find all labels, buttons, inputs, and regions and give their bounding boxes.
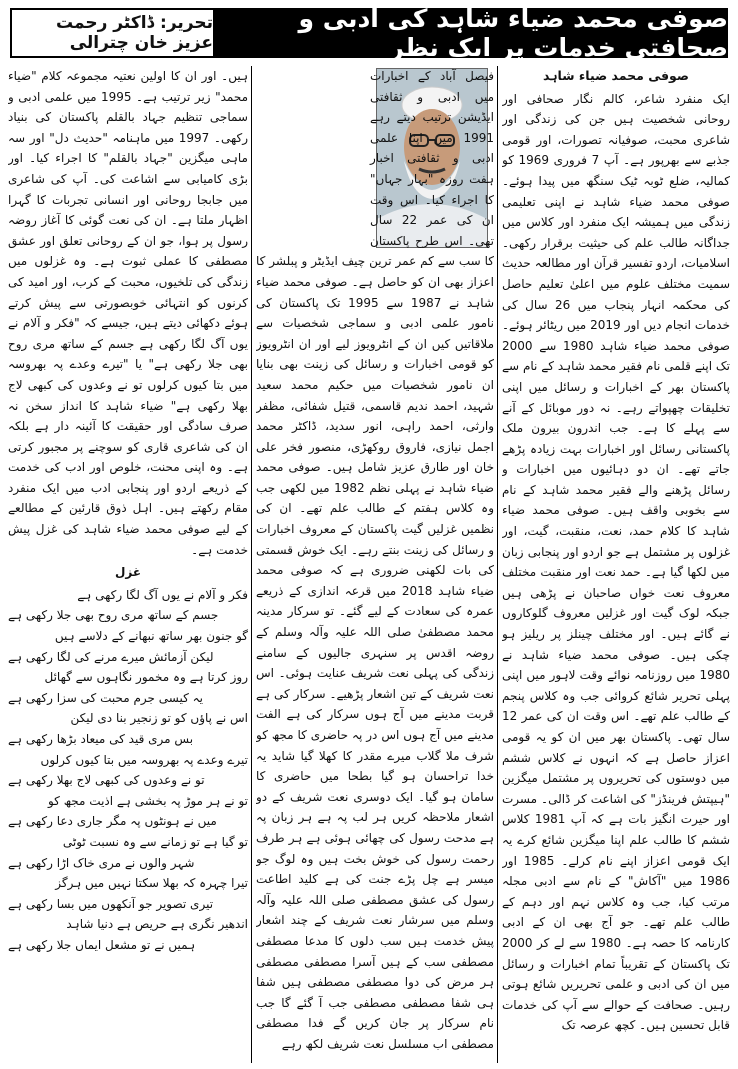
header <box>10 4 728 62</box>
paragraph: ہیں۔ اور ان کا اولین نعتیہ مجموعہ کلام "ضیاء محمد" زیر ترتیب ہے۔ 1995 میں علمی ادبی و سماجی تنظیم جہاد بالقلم پاکستان کی بنیاد رکھی۔ 1997 میں ماہنامہ "حدیث دل" اور سہ ماہی میگزین "جہاد بالقلم" کا اجراء کیا۔ اور بڑی کامیابی سے اشاعت کی۔ آپ کی شاعری میں جابجا روحانی اور انسانی تجربات کا گہرا اظہار ملتا ہے۔ ان کی نعت گوئی کا آغاز روضہ رسول پر ہوا، جو ان کے روحانی تعلق اور عشق مصطفی کا عملی ثبوت ہے۔ وہ غزلوں میں زندگی کی تلخیوں، محبت کے کرب، اور امید کی کرنوں کو انتہائی خوبصورتی سے پیش کرتے ہوئے دکھائی دیتے ہیں، جیسے کہ "فکر و آلام نے یوں آگ لگا رکھی ہے جسم کے ساتھ مری روح بھی جلا رکھی ہے" یا "تیرے وعدے پہ بھروسہ میں بتا کیوں کرلوں تو نے وعدوں کی کبھی لاج بھلا رکھی ہے" ضیاء شاہد کا انداز سخن نہ صرف سادگی اور حقیقت کا آئینہ دار ہے بلکہ ان کی شاعری قاری کو سوچنے پر مجبور کرتی ہے۔ وہ اپنی محنت، خلوص اور ادب کی خدمت کے ذریعے اردو اور پنجابی ادب میں ایک منفرد مقام رکھتے ہیں۔ اہل ذوق قارئین کے مطالعے کے لیے صوفی محمد ضیاء شاہد کی غزل پیش خدمت ہے۔ <box>8 69 248 557</box>
ghazal-verse: بس مری قید کی میعاد بڑھا رکھی ہے <box>8 732 194 746</box>
ghazal-heading: غزل <box>114 565 142 580</box>
ghazal-verse: تو گیا ہے تو زمانے سے وہ نسبت ٹوٹی <box>62 834 248 849</box>
column-divider <box>251 66 252 1063</box>
photo-spacer <box>256 66 370 250</box>
ghazal-verses <box>8 585 248 956</box>
ghazal-verse: میں نے ہونٹوں پہ مگر جاری دعا رکھی ہے <box>8 814 217 829</box>
ghazal-verse: اس نے پاؤں کو تو زنجیر بنا دی لیکن <box>70 711 248 726</box>
ghazal-verse: لیکن آزمائش میرے مرنے کی لگا رکھی ہے <box>8 649 214 664</box>
paragraph: ایک منفرد شاعر، کالم نگار صحافی اور روحانی شخصیت ہیں جن کی زندگی اور شاعری محبت، صوفیانہ تصورات، اور قومی جذبے سے بھرپور ہے۔ آپ 7 فروری 1969 کو کمالیہ، ضلع ٹوبہ ٹیک سنگھ میں پیدا ہوئے۔ صوفی محمد ضیاء شاہد نے اپنی تعلیمی زندگی میں ہمیشہ ایک منفرد اور کلاس میں جداگانہ طالب علم کی حیثیت برقرار رکھی۔ اسلامیات، اردو تفسیر قرآن اور مطالعہ حدیث سمیت مختلف علوم میں اعلیٰ تعلیم حاصل کی محکمہ انہار پنجاب میں 26 سال کی خدمات انجام دیں اور 2019 میں ریٹائر ہوئے۔ صوفی محمد ضیاء شاہد 1980 سے 2000 تک اپنے قلمی نام فقیر محمد شاہد کے نام سے پاکستان بھر کے اخبارات و رسائل میں اپنی تخلیقات چھپواتے رہے۔ نہ دور موبائل کے آنے سے پہلے کا ہے۔ جب اندرون بیرون ملک پاکستانی رسائل اور اخبارات بہت زیادہ پڑھے جاتے تھے۔ ان دو دہائیوں میں اخبارات و رسائل پڑھنے والے فقیر محمد شاہد کے نام سے بخوبی واقف ہیں۔ صوفی محمد ضیاء شاہد کا کلام حمد، نعت، منقبت، گیت، اور غزلوں پر مشتمل ہے جو اردو اور پنجابی زبان میں لکھا گیا ہے۔ حمد نعت اور منقبت مختلف معروف نعت خواں صاحبان نے پڑھی ہیں جبکہ لوک گیت اور غزلیں معروف گلوکاروں نے گائے ہیں۔ اور مختلف چینلز پر ریلیز ہو چکی ہیں۔ صوفی محمد ضیاء شاہد نے 1980 میں روزنامہ نوائے وقت لاہور میں اپنی پہلی تحریر شائع کروائی جب وہ کلاس پنجم کے طالب علم تھے۔ اس وقت ان کی عمر 12 سال تھی۔ پاکستان بھر میں ان کو یہ قومی اعزاز حاصل ہے کہ انہوں نے کلاس ششم میں دوستوں کی تحریروں پر مشتمل میگزین "ہیپتش فرینڈز" کی اشاعت کر ڈالی۔ مسرت اور حیرت انگیز بات ہے کہ آپ 1981 کلاس ششم کا طالب علم اپنا میگزین شائع کرے یہ ایک قومی اعزاز اپنے نام کرلے۔ 1985 اور 1986 میں "آکاش" کے نام سے ادبی مجلہ مرتب کیا، جب وہ کلاس نہم اور دہم کے طالب علم تھے۔ جو آج بھی ان کے ادبی کارنامہ کا حصہ ہے۔ 1980 سے لے کر 2000 تک پاکستان کے تقریباً تمام اخبارات و رسائل میں ان کی ادبی و علمی تحریریں شائع ہوتی رہیں۔ صحافت کے حوالے سے آپ کی خدمات قابل تحسین ہیں۔ کچھ عرصہ تک <box>502 91 730 1033</box>
ghazal-verse: جسم کے ساتھ مری روح بھی جلا رکھی ہے <box>8 608 219 623</box>
ghazal-verse: روز کرتا ہے وہ مخمور نگاہوں سے گھائل <box>44 670 248 685</box>
column-middle <box>256 66 494 1063</box>
ghazal-verse: اندھیر نگری ہے حریص ہے دنیا شاہد <box>66 917 248 932</box>
ghazal-verse: تو نے ہر موڑ پہ بخشی ہے اذیت مجھ کو <box>47 793 248 808</box>
ghazal-verse: شہر والوں نے مری خاک اڑا رکھی ہے <box>8 855 195 870</box>
ghazal-verse: تیری تصویر جو آنکھوں میں بسا رکھی ہے <box>8 896 214 911</box>
article-title: صوفی محمد ضیاء شاہد کی ادبی و صحافتی خدمات پر ایک نظر <box>215 8 728 58</box>
column-left <box>8 66 248 1063</box>
ghazal-verse: فکر و آلام نے یوں آگ لگا رکھی ہے <box>77 587 248 602</box>
ghazal-verse: گو جنون بھر ساتھ نبھانے کے دلاسے ہیں <box>54 629 248 644</box>
ghazal-verse: تو نے وعدوں کی کبھی لاج بھلا رکھی ہے <box>8 773 205 788</box>
column-divider <box>497 66 498 1063</box>
ghazal-verse: تیرا چہرہ کہ بھلا سکتا نہیں میں ہرگز <box>55 876 248 891</box>
column-subheading: صوفی محمد ضیاء شاہد <box>543 68 689 83</box>
ghazal-verse: یہ کیسی جرم محبت کی سزا رکھی ہے <box>8 690 203 705</box>
author-byline: تحریر: ڈاکٹر رحمت عزیز خان چترالی <box>10 8 215 58</box>
ghazal-verse: ہمیں نے تو مشعل ایماں جلا رکھی ہے <box>8 937 196 952</box>
ghazal-verse: تیرے وعدے پہ بھروسہ میں بتا کیوں کرلوں <box>40 752 248 767</box>
paragraph: فیصل آباد کے اخبارات میں ادبی و ثقافتی ایڈیشن ترتیب دیتے رہے 1991 میں اپنا علمی ادبی و ثقافتی اخبار ہفت روزہ "بہار جہاں" کا اجراء کیا۔ اس وقت ان کی عمر 22 سال تھی۔ اس طرح پاکستان کا سب سے کم عمر ترین چیف ایڈیٹر و پبلشر کا اعزاز بھی ان کو حاصل ہے۔ صوفی محمد ضیاء شاہد نے 1987 سے 1995 تک پاکستان کی نامور علمی ادبی و سماجی شخصیات سے ملاقاتیں کیں ان کے انٹرویوز لیے اور ان انٹرویوز کو قومی اخبارات و رسائل کی زینت بھی بنایا ان نامور شخصیات میں حکیم محمد سعید شہید، احمد ندیم قاسمی، قتیل شفائی، مظفر وارثی، احمد راہی، انور سدید، ڈاکٹر محمد اجمل نیازی، فاروق روکھڑی، منصور فخر علی خان اور طارق عزیز شامل ہیں۔ صوفی محمد ضیاء شاہد نے پہلی نظم 1982 میں لکھی جب وہ کلاس ہفتم کے طالب علم تھے۔ ان کی نظمیں غزلیں گیت پاکستان کے معروف اخبارات و رسائل کی زینت بنتے رہے۔ ایک خوش قسمتی کی بات لکھنی ضروری ہے کہ صوفی محمد ضیاء شاہد 2018 میں قرعہ اندازی کے ذریعے عمرہ کی سعادت کے لیے گئے۔ تو سرکار مدینہ محمد مصطفیٰ صلی اللہ علیہ وآلہ وسلم کے روضہ اقدس پر سنہری جالیوں کے سامنے زندگی کی پہلی نعت شریف عنایت ہوئی۔ اس نعت شریف کے تین اشعار پڑھیے۔ سرکار کی ہے قربت مدینے میں آج ہوں سرکار کی ہے الفت مدینے میں آج ہوں اس در پہ حاضری کا مجھ کو شرف ملا گلاب میرے مقدر کا کھلا گیا شاید یہ خدا تراحسان ہو گیا بطحا میں حاضری کا سامان ہو گیا۔ ایک دوسری نعت شریف کے دو اشعار ملاحظہ کریں ہر لب پہ ہے ہر زبان پہ ہے مدحت رسول کی چھائی ہوئی ہے ہر طرف رحمت رسول کی خوش بخت ہیں وہ لوگ جو میسر ہے چل پڑے جنت کی ہے کلید اطاعت رسول کی عشق مصطفی صلی اللہ علیہ وآلہ وسلم میں سرشار نعت شریف کے چند اشعار پیش خدمت ہیں سب دلوں کا مدعا مصطفی مصطفی سب کے ہیں آسرا مصطفی مصطفی ہر مرض کی دوا مصطفی مصطفی ہیں شفا ہی شفا مصطفی مصطفی جب آ گئے گا جب نام سرکار پر جان کریں گے فدا مصطفی مصطفی اب مسلسل نعت شریف لکھ رہے <box>256 69 494 1051</box>
column-right <box>502 66 730 1063</box>
